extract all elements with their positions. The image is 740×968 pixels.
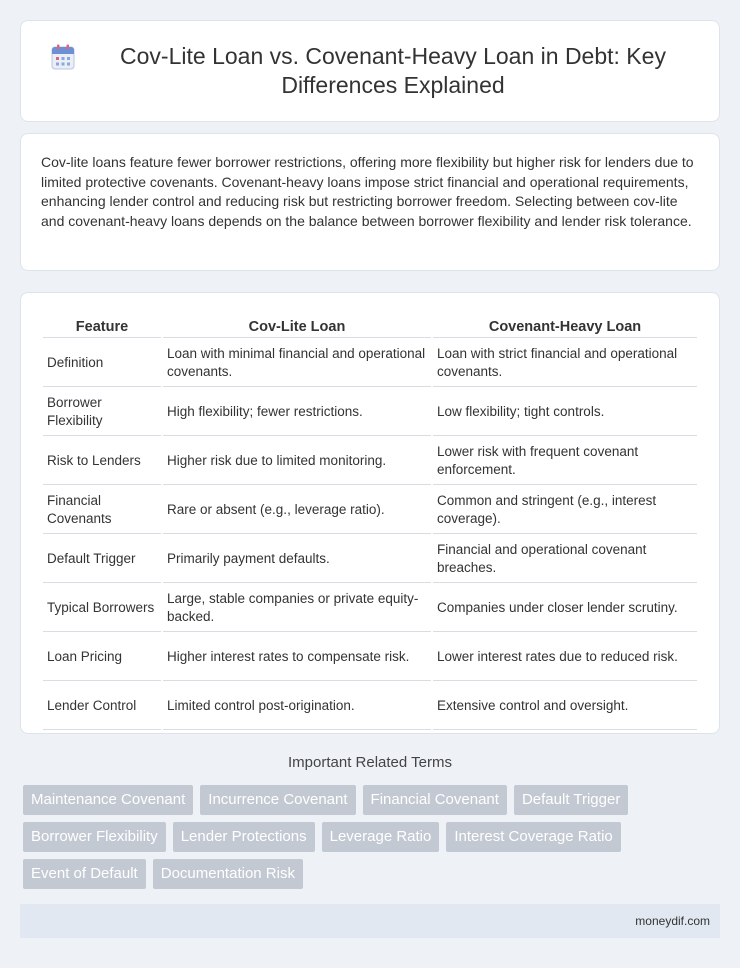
table-row	[43, 585, 697, 632]
feature-cell: Lender Control	[43, 683, 161, 730]
title-card	[20, 20, 720, 122]
related-term-tag[interactable]: Leverage Ratio	[322, 822, 440, 852]
table-row	[43, 634, 697, 681]
table-row	[43, 536, 697, 583]
covenant-heavy-cell: Low flexibility; tight controls.	[433, 389, 697, 436]
related-term-tag[interactable]: Default Trigger	[514, 785, 628, 815]
covenant-heavy-cell: Extensive control and oversight.	[433, 683, 697, 730]
cov-lite-cell: Primarily payment defaults.	[163, 536, 431, 583]
feature-cell: Definition	[43, 340, 161, 387]
covenant-heavy-cell: Common and stringent (e.g., interest coverage).	[433, 487, 697, 534]
cov-lite-cell: Limited control post-origination.	[163, 683, 431, 730]
feature-cell: Risk to Lenders	[43, 438, 161, 485]
related-term-tag[interactable]: Interest Coverage Ratio	[446, 822, 620, 852]
footer	[20, 904, 720, 938]
related-terms-heading: Important Related Terms	[288, 754, 452, 771]
comparison-table	[41, 313, 699, 732]
cov-lite-cell: Loan with minimal financial and operational covenants.	[163, 340, 431, 387]
cov-lite-cell: High flexibility; fewer restrictions.	[163, 389, 431, 436]
intro-card	[20, 133, 720, 271]
feature-cell: Borrower Flexibility	[43, 389, 161, 436]
feature-cell: Typical Borrowers	[43, 585, 161, 632]
covenant-heavy-cell: Companies under closer lender scrutiny.	[433, 585, 697, 632]
footer-site-link[interactable]: moneydif.com	[635, 914, 710, 928]
related-term-tag[interactable]: Incurrence Covenant	[200, 785, 355, 815]
covenant-heavy-cell: Lower risk with frequent covenant enforcement.	[433, 438, 697, 485]
related-term-tag[interactable]: Event of Default	[23, 859, 146, 889]
cov-lite-cell: Higher risk due to limited monitoring.	[163, 438, 431, 485]
related-term-tag[interactable]: Lender Protections	[173, 822, 315, 852]
related-term-tag[interactable]: Maintenance Covenant	[23, 785, 193, 815]
calendar-icon	[51, 44, 75, 70]
table-row	[43, 683, 697, 730]
table-row	[43, 438, 697, 485]
cov-lite-cell: Higher interest rates to compensate risk.	[163, 634, 431, 681]
page-title: Cov-Lite Loan vs. Covenant-Heavy Loan in Debt: Key Differences Explained	[120, 43, 666, 98]
column-header-cov-lite: Cov-Lite Loan	[163, 315, 431, 338]
feature-cell: Financial Covenants	[43, 487, 161, 534]
table-row	[43, 487, 697, 534]
column-header-feature: Feature	[43, 315, 161, 338]
related-term-tag[interactable]: Borrower Flexibility	[23, 822, 166, 852]
cov-lite-cell: Large, stable companies or private equity-backed.	[163, 585, 431, 632]
feature-cell: Loan Pricing	[43, 634, 161, 681]
related-term-tag[interactable]: Documentation Risk	[153, 859, 303, 889]
table-row	[43, 389, 697, 436]
related-term-tag[interactable]: Financial Covenant	[363, 785, 507, 815]
cov-lite-cell: Rare or absent (e.g., leverage ratio).	[163, 487, 431, 534]
table-row	[43, 340, 697, 387]
intro-text: Cov-lite loans feature fewer borrower restrictions, offering more flexibility but higher risk for lenders due to limited protective covenants. Covenant-heavy loans impose strict financial and operational requirements, enhancing lender control and reducing risk but restricting borrower freedom. Selecting between cov-lite and covenant-heavy loans depends on the balance between borrower flexibility and lender risk tolerance.	[41, 154, 694, 229]
table-header-row	[43, 315, 697, 338]
covenant-heavy-cell: Financial and operational covenant breaches.	[433, 536, 697, 583]
feature-cell: Default Trigger	[43, 536, 161, 583]
covenant-heavy-cell: Loan with strict financial and operational covenants.	[433, 340, 697, 387]
comparison-table-card	[20, 292, 720, 734]
column-header-covenant-heavy: Covenant-Heavy Loan	[433, 315, 697, 338]
covenant-heavy-cell: Lower interest rates due to reduced risk.	[433, 634, 697, 681]
related-terms-list	[23, 785, 723, 896]
